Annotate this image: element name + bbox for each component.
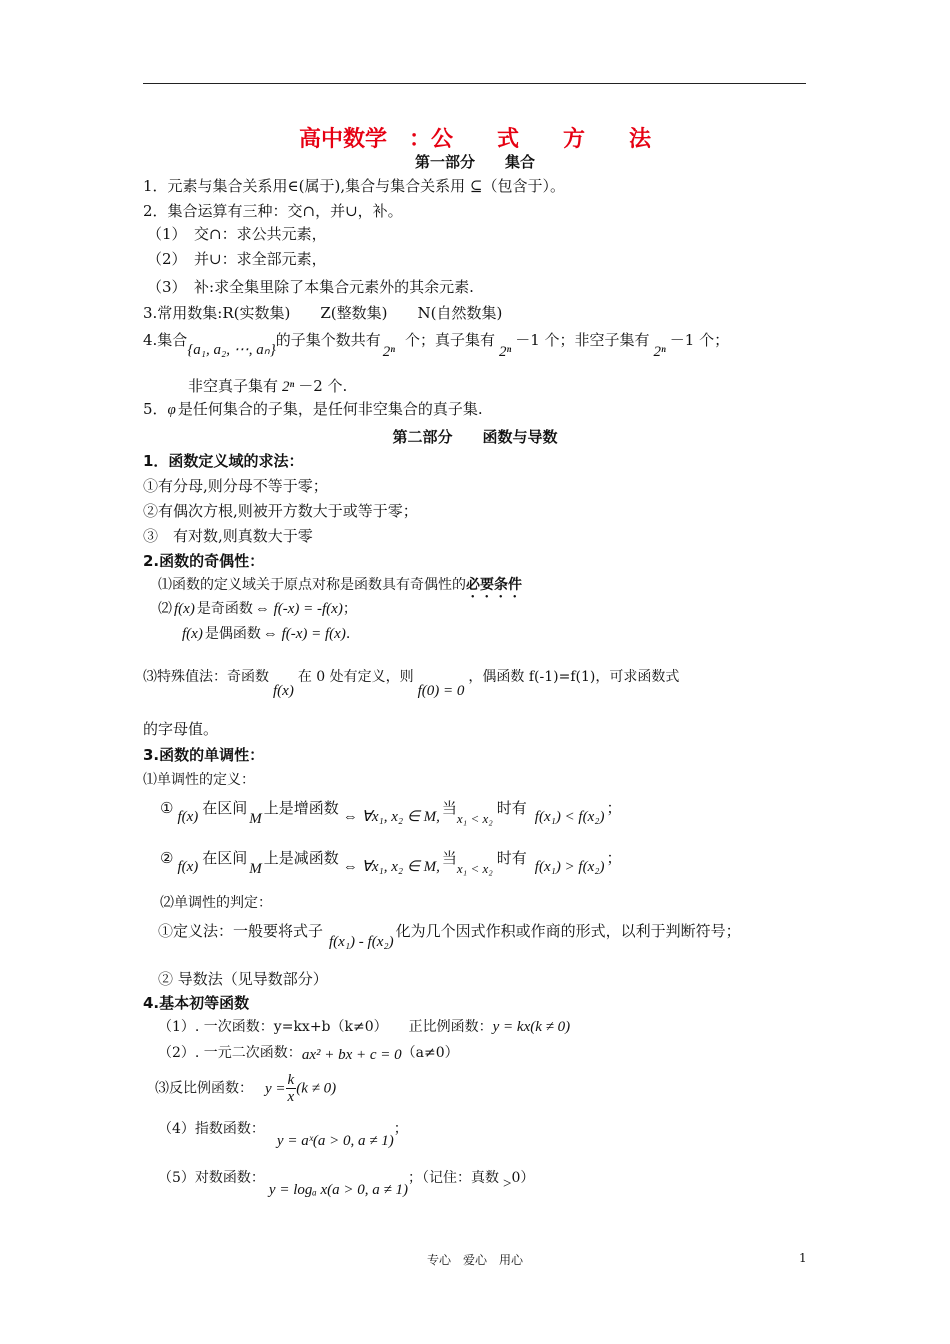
- math: (k ≠ 0): [296, 1080, 337, 1097]
- text: 在区间: [202, 849, 248, 867]
- emphasized-text: 必要条件: [466, 577, 522, 593]
- line-9: [143, 399, 483, 420]
- math: M: [249, 811, 262, 827]
- quadratic-function: [158, 1043, 459, 1063]
- list-item: ②有偶次方根,则被开方数大于或等于零；: [143, 502, 418, 520]
- inverse-function: [155, 1072, 336, 1105]
- text: ⑶反比例函数：: [155, 1080, 253, 1097]
- text: 是偶函数: [204, 626, 261, 642]
- math: y = logₐ x(a > 0, a ≠ 1): [268, 1182, 409, 1198]
- text: ⑶特殊值法：奇函数: [143, 669, 269, 685]
- header-rule: [143, 83, 806, 84]
- text: （a≠0）: [401, 1045, 459, 1061]
- text: 时有: [496, 849, 527, 867]
- math: ⇔ f(-x) = f(x): [262, 626, 346, 642]
- math: f(x): [177, 809, 199, 825]
- text: 上是增函数: [263, 799, 339, 817]
- math: ax² + bx + c = 0: [301, 1047, 402, 1063]
- text: 非空真子集有: [188, 377, 279, 395]
- text: 0）: [511, 1170, 535, 1186]
- text: （2）. 一元二次函数：: [158, 1045, 302, 1061]
- math: f(0) = 0: [417, 683, 465, 699]
- subsection-title: 1．函数定义域的求法：: [143, 452, 304, 470]
- text: （1）. 一次函数：y=kx+b（k≠0） 正比例函数：: [158, 1019, 493, 1035]
- math: y = kx(k ≠ 0): [492, 1019, 571, 1035]
- math: ⇔ ∀x₁, x₂ ∈ M,: [342, 859, 440, 875]
- text: 的子集个数共有: [275, 331, 381, 349]
- text: ⑵: [158, 601, 172, 617]
- line-2: 2．集合运算有三种：交∩，并∪，补。: [143, 202, 403, 220]
- text: ①定义法：一般要将式子: [158, 922, 324, 940]
- decreasing-def: [160, 848, 622, 877]
- math: x₁ < x₂: [456, 811, 493, 826]
- fraction: [286, 1072, 297, 1105]
- exponential-function: [158, 1119, 408, 1149]
- subsection-title: 2.函数的奇偶性：: [143, 552, 265, 570]
- footer-text: 专心 爱心 用心: [426, 1253, 523, 1267]
- text: 个；真子集有: [404, 331, 495, 349]
- set-notation: {a₁, a₂, ⋯, aₙ}: [187, 342, 276, 358]
- increasing-def: [160, 798, 622, 827]
- text: 4.集合: [143, 331, 188, 349]
- derivative-method: ② 导数法（见导数部分）: [158, 970, 328, 988]
- line-1: 1．元素与集合关系用∈(属于),集合与集合关系用 ⊆（包含于）。: [143, 177, 565, 195]
- math: f(x₁) < f(x₂): [534, 809, 605, 825]
- text: ⑴函数的定义域关于原点对称是函数具有奇偶性的: [158, 577, 466, 593]
- empty-set-symbol: φ: [167, 402, 176, 418]
- text: 当: [441, 849, 457, 867]
- fraction-denominator: x: [287, 1089, 295, 1105]
- line-8: [188, 376, 347, 397]
- math: f(x): [174, 601, 195, 617]
- text: ；: [606, 799, 622, 817]
- linear-function: [158, 1017, 570, 1037]
- power-2n: 2ⁿ: [282, 379, 295, 395]
- text: 上是减函数: [263, 849, 339, 867]
- page-title: 高中数学 ：公 式 方 法: [298, 127, 651, 152]
- text: （5）对数函数：: [158, 1170, 265, 1186]
- math: f(x): [177, 859, 199, 875]
- text: 化为几个因式作积或作商的形式，以利于判断符号；: [395, 922, 741, 940]
- power-2n: 2ⁿ: [498, 344, 512, 360]
- power-2n: 2ⁿ: [653, 344, 666, 360]
- parity-line-5: 的字母值。: [143, 720, 219, 738]
- text: （4）指数函数：: [158, 1121, 265, 1137]
- section-heading-functions: 第二部分 函数与导数: [392, 428, 558, 446]
- line-7: [143, 330, 730, 360]
- text: .: [345, 626, 351, 642]
- text: 是奇函数: [196, 601, 253, 617]
- math: f(x): [182, 626, 203, 642]
- math: ⇔ ∀x₁, x₂ ∈ M,: [342, 809, 440, 825]
- math: f(x₁) > f(x₂): [534, 859, 605, 875]
- line-3: （1） 交∩：求公共元素，: [147, 225, 327, 243]
- text: ；（记住：真数: [408, 1170, 500, 1186]
- text: 在区间: [202, 799, 248, 817]
- math: ⇔ f(-x) = -f(x): [254, 601, 343, 617]
- math: f(x₁) - f(x₂): [329, 934, 394, 950]
- text: ；: [342, 601, 357, 617]
- math: M: [249, 861, 262, 877]
- section-heading-sets: 第一部分 集合: [414, 153, 535, 171]
- logarithmic-function: [158, 1168, 535, 1198]
- parity-line-4: [143, 667, 680, 699]
- definition-method: [158, 921, 741, 950]
- monotonic-def: ⑴单调性的定义：: [143, 772, 255, 788]
- text: ；: [393, 1121, 408, 1137]
- text: －1 个；: [669, 331, 730, 349]
- line-6: 3.常用数集:R(实数集) Z(整数集) N(自然数集): [143, 304, 503, 322]
- math: x₁ < x₂: [456, 861, 493, 876]
- text: ，偶函数 f(-1)=f(1)，可求函数式: [468, 669, 680, 685]
- text: －2 个.: [298, 377, 348, 395]
- math: y =: [265, 1080, 286, 1097]
- text: 是任何集合的子集，是任何非空集合的真子集.: [177, 400, 483, 418]
- power-2n: 2ⁿ: [382, 344, 395, 360]
- monotonic-judge: ⑵单调性的判定：: [160, 895, 272, 911]
- fraction-numerator: k: [287, 1072, 295, 1088]
- text: ②: [160, 849, 174, 867]
- text: 时有: [496, 799, 527, 817]
- parity-line-2: [158, 599, 357, 619]
- parity-line-1: [158, 575, 522, 601]
- text: －1 个；非空子集有: [515, 331, 650, 349]
- subsection-title: 4.基本初等函数: [143, 994, 250, 1012]
- subsection-title: 3.函数的单调性：: [143, 746, 265, 764]
- text: 在 0 处有定义，则: [297, 669, 414, 685]
- math: >: [503, 1176, 512, 1192]
- list-item: ①有分母,则分母不等于零；: [143, 477, 328, 495]
- text: 5．: [143, 400, 168, 418]
- line-4: （2） 并∪：求全部元素，: [147, 250, 327, 268]
- math: f(x): [273, 683, 294, 699]
- page-number: 1: [799, 1251, 807, 1265]
- list-item: ③ 有对数,则真数大于零: [143, 527, 313, 545]
- line-5: （3） 补:求全集里除了本集合元素外的其余元素.: [147, 278, 474, 296]
- text: ①: [160, 799, 174, 817]
- math: y = aˣ(a > 0, a ≠ 1): [276, 1133, 394, 1149]
- text: ；: [606, 849, 622, 867]
- parity-line-3: [182, 624, 350, 644]
- text: 当: [441, 799, 457, 817]
